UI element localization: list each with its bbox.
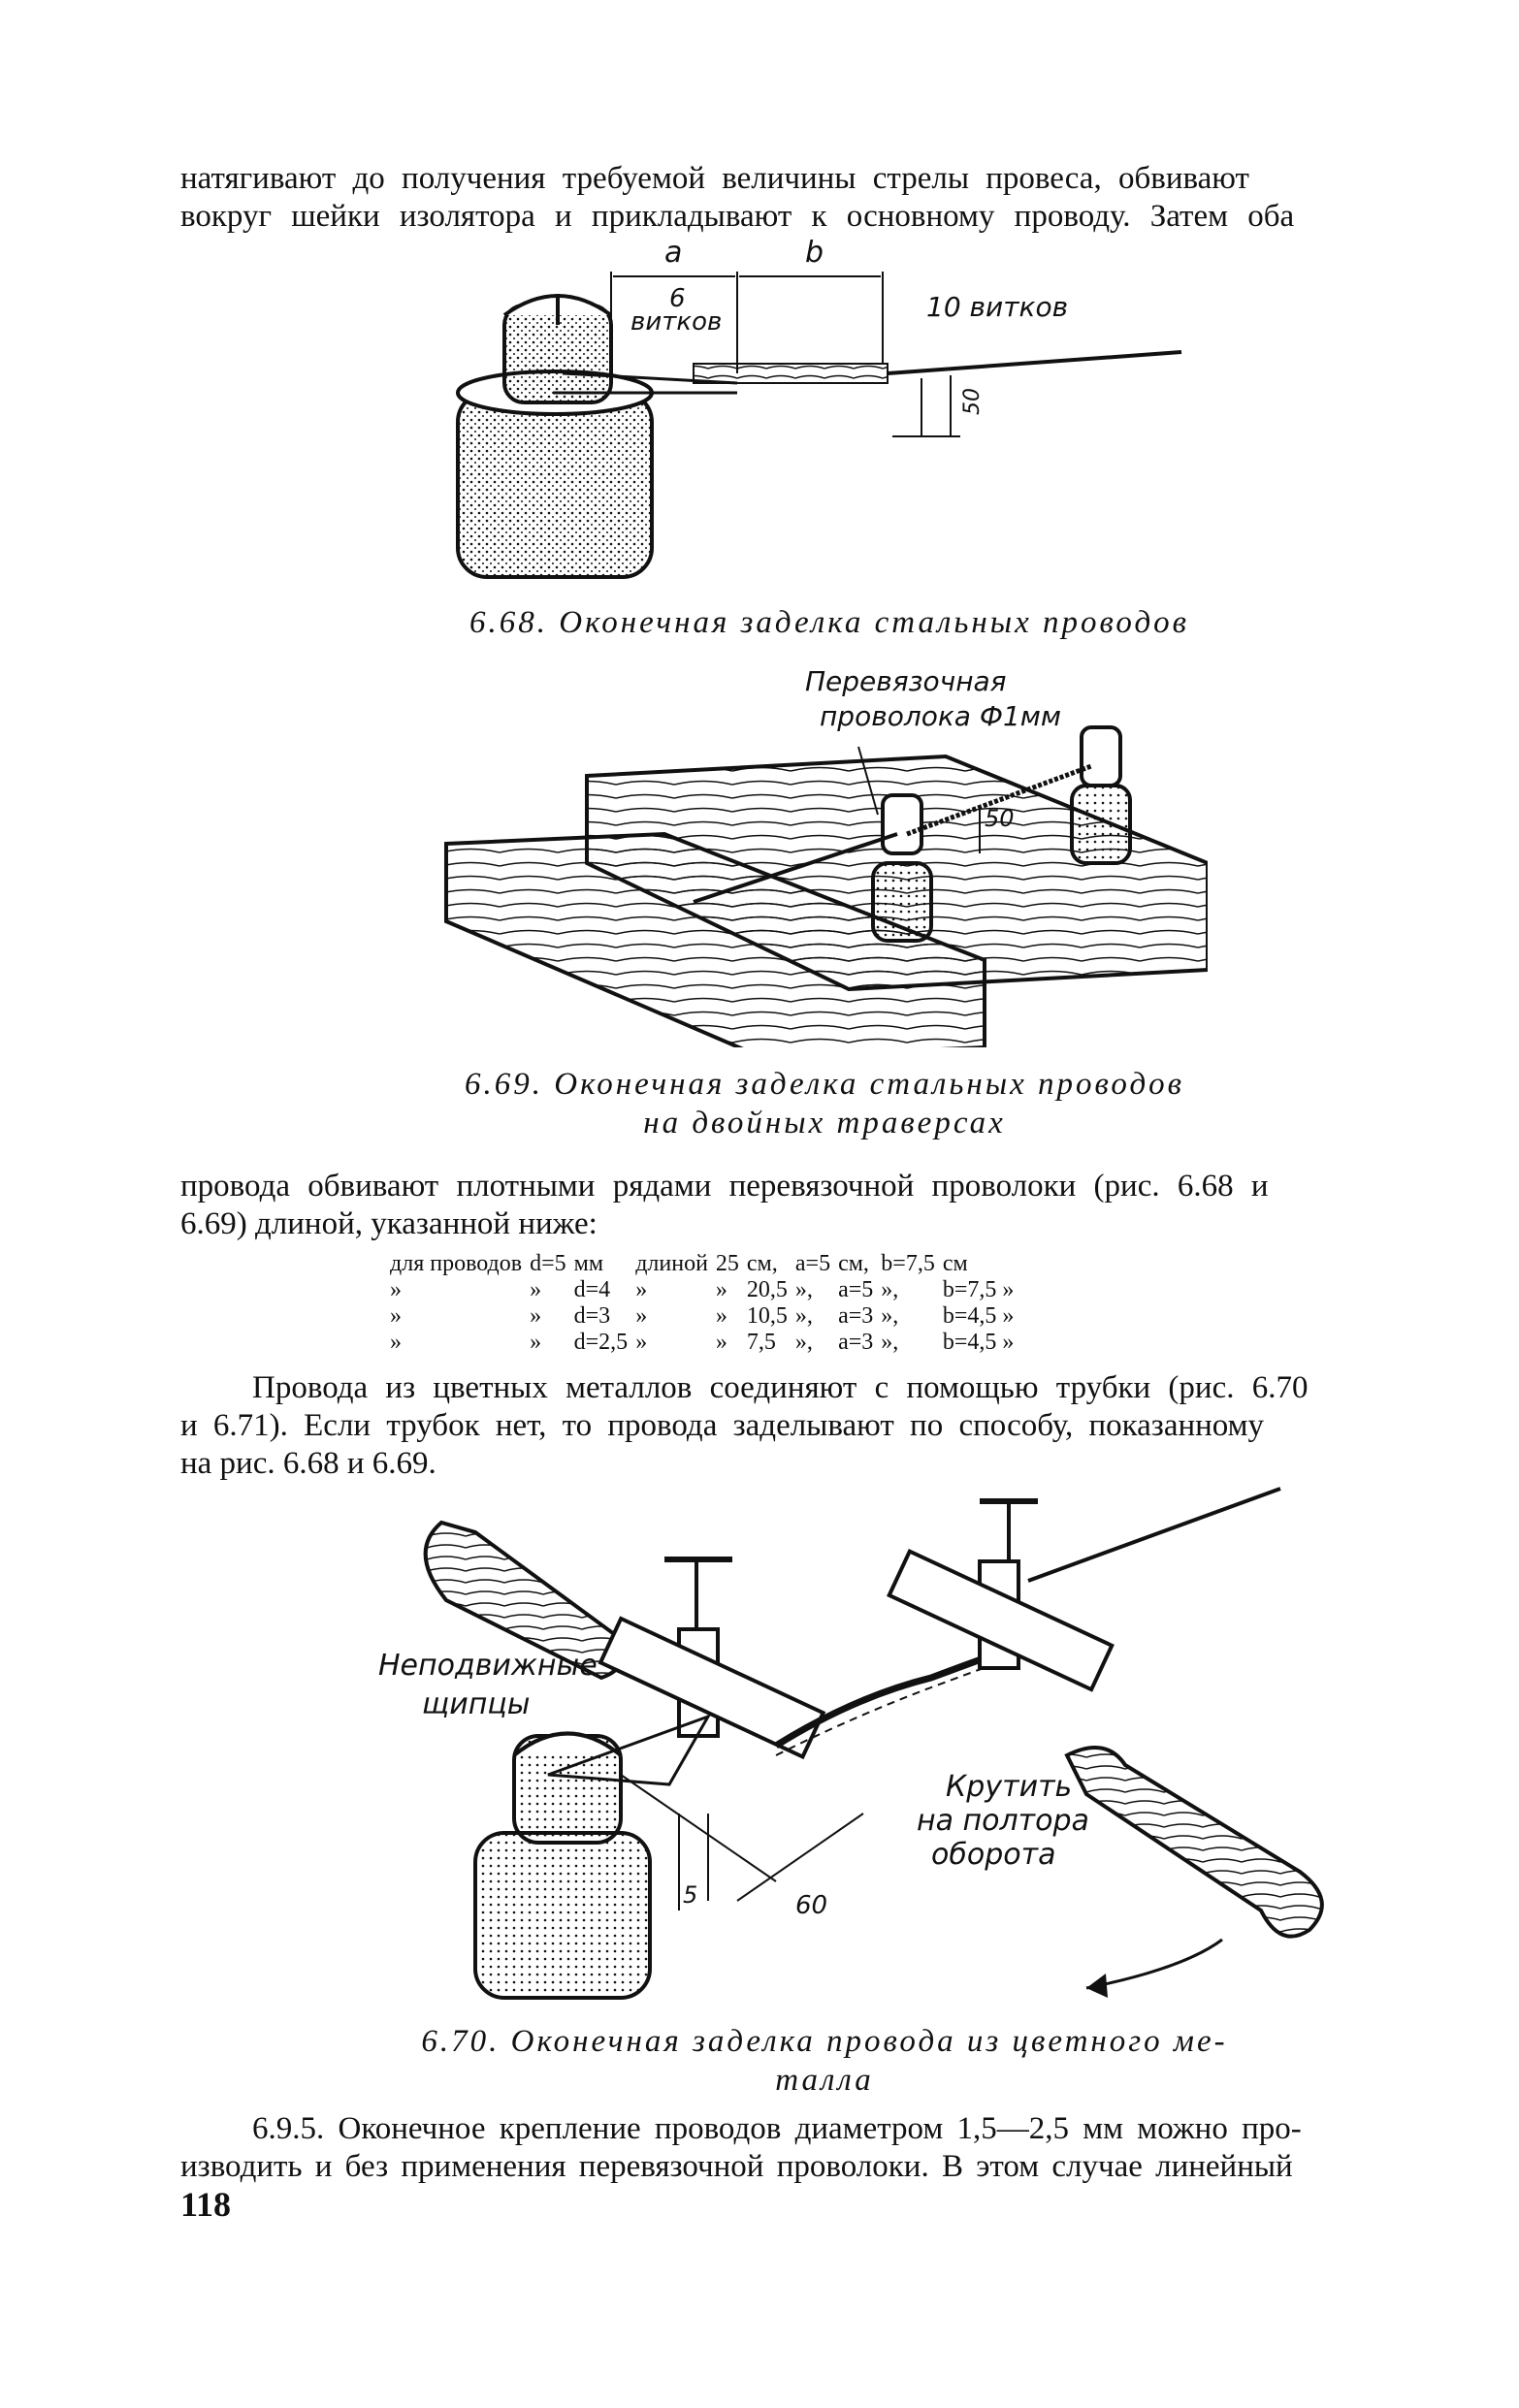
figure-6-70-drawing xyxy=(388,1484,1436,2007)
table-cell: » xyxy=(635,1277,648,1302)
figure-6-70 xyxy=(378,1484,1436,2007)
wire-spec-table xyxy=(386,1251,1018,1356)
caption-6-68 xyxy=(407,603,1251,642)
top-paragraph xyxy=(180,160,1461,236)
table-cell: d=2,5 xyxy=(573,1330,629,1355)
table-row xyxy=(386,1303,1018,1330)
table-cell: b=7,5 xyxy=(881,1251,935,1276)
table-cell: a=5 xyxy=(838,1277,874,1302)
table-cell: a=5 xyxy=(794,1251,831,1276)
table-cell: b=4,5 » xyxy=(942,1330,1015,1355)
table-cell: d=5 xyxy=(530,1251,566,1276)
twist-instruction-line2: на полтора xyxy=(917,1804,1089,1838)
sag-50-label: 50 xyxy=(960,388,985,415)
lower-paragraph xyxy=(180,1369,1461,1483)
table-cell: » xyxy=(715,1303,727,1329)
table-cell: 25 xyxy=(715,1251,739,1276)
table-cell: » xyxy=(715,1330,727,1355)
twist-instruction-line1: Крутить xyxy=(946,1770,1073,1804)
turns-6-label: 6 xyxy=(669,284,686,313)
table-row xyxy=(386,1330,1018,1356)
table-cell: мм xyxy=(573,1251,604,1276)
text-line: и 6.71). Если трубок нет, то провода заделывают по способу, показанному xyxy=(180,1408,1265,1443)
dimension-b-label: b xyxy=(805,236,824,270)
turns-6-unit: витков xyxy=(630,307,723,337)
table-cell: см, xyxy=(746,1251,778,1276)
table-cell: », xyxy=(881,1330,899,1355)
table-cell: » xyxy=(530,1277,542,1302)
table-cell: », xyxy=(794,1277,813,1302)
caption-6-70 xyxy=(388,2022,1261,2100)
sag-50-label: 50 xyxy=(985,805,1015,832)
text-line: изводить и без применения перевязочной проволоки. В этом случае линейный xyxy=(180,2149,1293,2184)
table-cell: b=4,5 » xyxy=(942,1303,1015,1329)
table-cell: d=4 xyxy=(573,1277,611,1302)
text-line: 6.9.5. Оконечное крепление проводов диаметром 1,5—2,5 мм можно про- xyxy=(252,2111,1302,2146)
table-cell: » xyxy=(715,1277,727,1302)
table-cell: 7,5 xyxy=(746,1330,776,1355)
text-line: натягивают до получения требуемой величины стрелы провеса, обвивают xyxy=(180,161,1249,196)
text-line: на рис. 6.68 и 6.69. xyxy=(180,1446,436,1481)
table-cell: » xyxy=(390,1330,402,1355)
table-cell: a=3 xyxy=(838,1330,874,1355)
figure-6-68 xyxy=(446,236,1183,616)
table-row xyxy=(386,1277,1018,1303)
binding-wire-label: Перевязочная xyxy=(805,665,1007,697)
table-cell: см, xyxy=(838,1251,869,1276)
caption-line: 6.70. Оконечная заделка провода из цветного ме- xyxy=(421,2024,1228,2059)
table-cell: b=7,5 » xyxy=(942,1277,1015,1302)
table-cell: », xyxy=(881,1303,899,1329)
table-cell: 10,5 xyxy=(746,1303,788,1329)
page-number: 118 xyxy=(180,2185,232,2224)
table-cell: » xyxy=(390,1277,402,1302)
table-cell: » xyxy=(530,1303,542,1329)
text-line: провода обвивают плотными рядами перевязочной проволоки (рис. 6.68 и xyxy=(180,1169,1269,1204)
figure-6-69 xyxy=(441,665,1208,1047)
table-row xyxy=(386,1251,1018,1277)
bottom-paragraph xyxy=(180,2110,1461,2186)
table-cell: » xyxy=(635,1330,648,1355)
text-line: вокруг шейки изолятора и прикладывают к основному проводу. Затем оба xyxy=(180,199,1295,234)
caption-line: на двойных траверсах xyxy=(643,1106,1006,1140)
figure-6-68-drawing xyxy=(446,247,1183,616)
table-cell: см xyxy=(942,1251,968,1276)
table-cell: 20,5 xyxy=(746,1277,788,1302)
caption-line: 6.68. Оконечная заделка стальных проводов xyxy=(469,605,1189,640)
fixed-clamps-label: Неподвижные xyxy=(378,1649,598,1683)
binding-wire-size-label: проволока Ф1мм xyxy=(820,700,1062,732)
text-line: 6.69) длиной, указанной ниже: xyxy=(180,1206,598,1241)
table-cell: » xyxy=(390,1303,402,1329)
table-cell: a=3 xyxy=(838,1303,874,1329)
caption-line: талла xyxy=(775,2063,874,2098)
table-cell: », xyxy=(794,1303,813,1329)
turns-10-label: 10 витков xyxy=(926,291,1069,323)
text-line: Провода из цветных металлов соединяют с помощью трубки (рис. 6.70 xyxy=(252,1370,1309,1405)
table-cell: », xyxy=(881,1277,899,1302)
fixed-clamps-label-2: щипцы xyxy=(422,1687,531,1721)
dimension-60-label: 60 xyxy=(795,1891,828,1920)
table-cell: d=3 xyxy=(573,1303,611,1329)
middle-paragraph xyxy=(180,1168,1461,1243)
caption-6-69 xyxy=(407,1065,1242,1142)
twist-instruction-line3: оборота xyxy=(931,1838,1056,1872)
table-cell: длиной xyxy=(635,1251,708,1276)
table-cell: для проводов xyxy=(390,1251,523,1276)
table-cell: », xyxy=(794,1330,813,1355)
table-cell: » xyxy=(530,1330,542,1355)
dimension-5-label: 5 xyxy=(683,1881,698,1909)
dimension-a-label: a xyxy=(664,236,683,270)
caption-line: 6.69. Оконечная заделка стальных проводов xyxy=(465,1067,1184,1102)
table-cell: » xyxy=(635,1303,648,1329)
